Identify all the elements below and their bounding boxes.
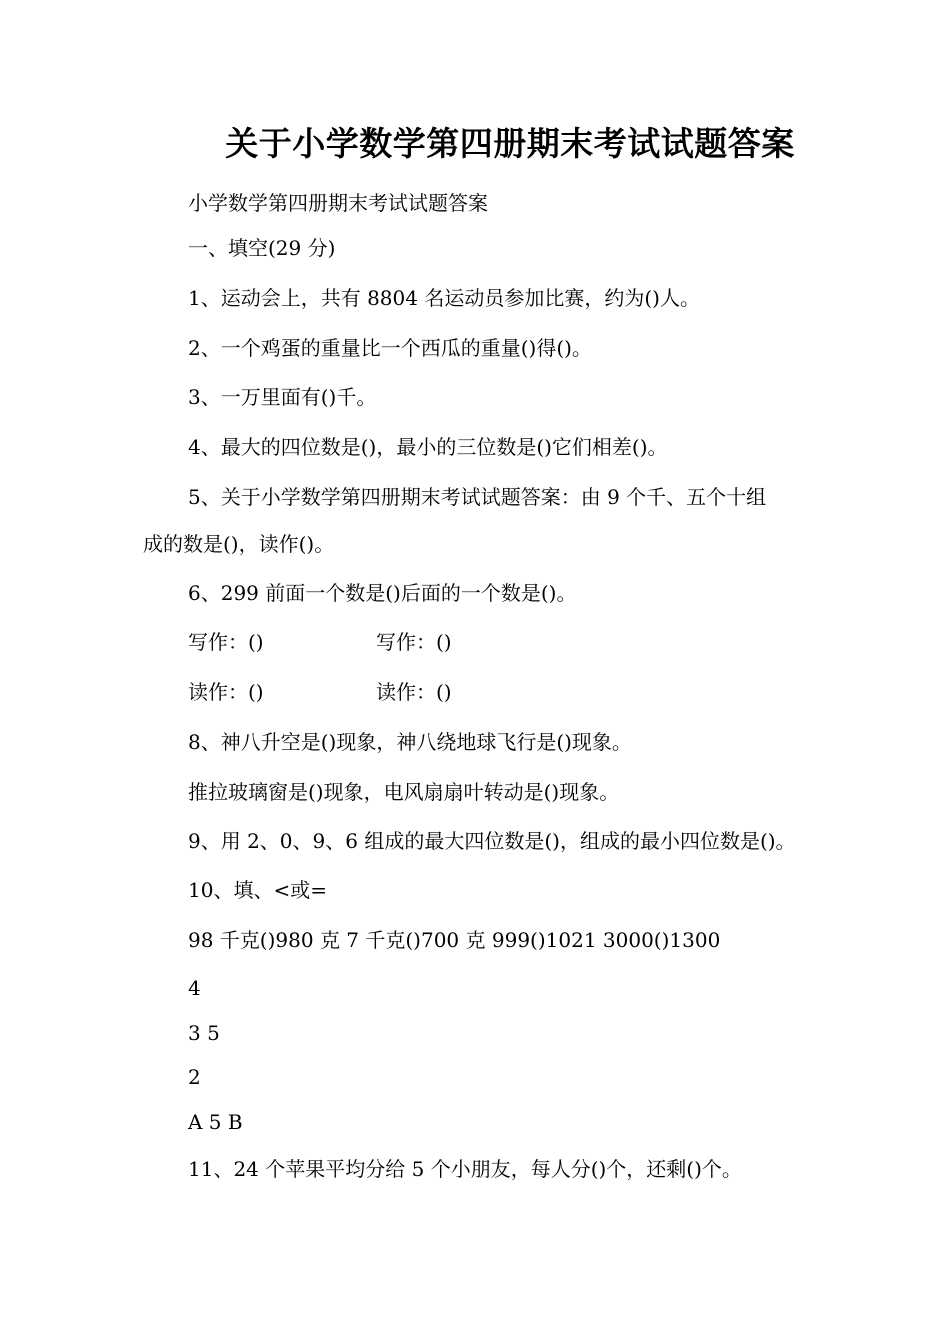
question-9: 9、用 2、0、9、6 组成的最大四位数是()，组成的最小四位数是()。	[188, 829, 796, 853]
question-5-continued: 成的数是()，读作()。	[143, 532, 335, 556]
read-label-right: 读作：()	[376, 680, 452, 704]
question-4: 4、最大的四位数是()，最小的三位数是()它们相差()。	[188, 435, 668, 459]
document-title: 关于小学数学第四册期末考试试题答案	[225, 124, 795, 163]
figure-label-a5b: A 5 B	[188, 1110, 243, 1134]
question-6: 6、299 前面一个数是()后面的一个数是()。	[188, 581, 577, 605]
question-3: 3、一万里面有()千。	[188, 385, 377, 409]
question-5: 5、关于小学数学第四册期末考试试题答案：由 9 个千、五个十组	[188, 485, 767, 509]
read-label-left: 读作：()	[188, 680, 264, 704]
question-10: 10、填、<或=	[188, 878, 327, 902]
question-10-comparisons: 98 千克()980 克 7 千克()700 克 999()1021 3000()1300	[188, 928, 721, 952]
question-2: 2、一个鸡蛋的重量比一个西瓜的重量()得()。	[188, 336, 592, 360]
figure-label-2: 2	[188, 1065, 201, 1089]
write-label-right: 写作：()	[376, 630, 452, 654]
question-1: 1、运动会上，共有 8804 名运动员参加比赛，约为()人。	[188, 286, 700, 310]
question-8: 8、神八升空是()现象，神八绕地球飞行是()现象。	[188, 730, 632, 754]
write-label-left: 写作：()	[188, 630, 264, 654]
subtitle-line: 小学数学第四册期末考试试题答案	[188, 191, 488, 215]
question-8-continued: 推拉玻璃窗是()现象，电风扇扇叶转动是()现象。	[188, 780, 620, 804]
question-11: 11、24 个苹果平均分给 5 个小朋友，每人分()个，还剩()个。	[188, 1157, 742, 1181]
section-heading: 一、填空(29 分)	[188, 236, 336, 260]
figure-label-4: 4	[188, 976, 201, 1000]
figure-label-3-5: 3 5	[188, 1021, 220, 1045]
